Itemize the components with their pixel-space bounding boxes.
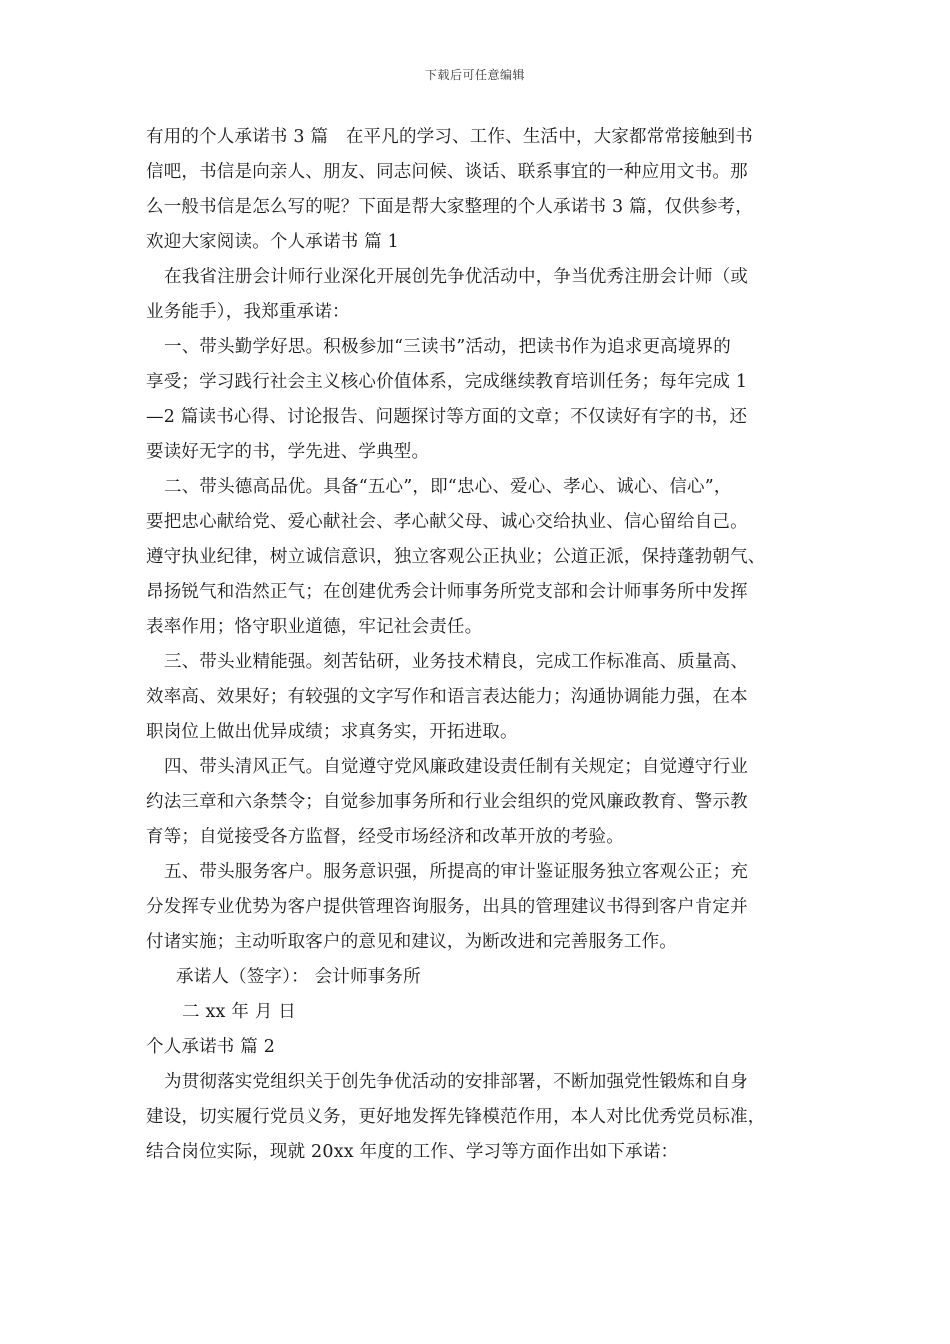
body-line: 么一般书信是怎么写的呢？下面是帮大家整理的个人承诺书 3 篇，仅供参考， [146, 197, 753, 217]
body-line: 为贯彻落实党组织关于创先争优活动的安排部署，不断加强党性锻炼和自身 [164, 1072, 749, 1092]
body-line: 表率作用；恪守职业道德，牢记社会责任。 [146, 617, 483, 637]
body-line: 二、带头德高品优。具备“五心”，即“忠心、爱心、孝心、诚心、信心”， [164, 477, 732, 497]
body-line: 五、带头服务客户。服务意识强，所提高的审计鉴证服务独立客观公正；充 [164, 862, 749, 882]
body-line: 要读好无字的书，学先进、学典型。 [146, 442, 430, 462]
body-line: 结合岗位实际，现就 20xx 年度的工作、学习等方面作出如下承诺： [146, 1142, 679, 1162]
body-line: 分发挥专业优势为客户提供管理咨询服务，出具的管理建议书得到客户肯定并 [146, 897, 748, 917]
signature-line: 承诺人（签字）： 会计师事务所 [176, 967, 421, 987]
body-line: 在我省注册会计师行业深化开展创先争优活动中，争当优秀注册会计师（或 [164, 267, 749, 287]
body-line: 职岗位上做出优异成绩；求真务实，开拓进取。 [146, 722, 518, 742]
section-heading: 个人承诺书 篇 2 [146, 1037, 276, 1057]
header-note: 下载后可任意编辑 [424, 68, 525, 82]
body-line: —2 篇读书心得、讨论报告、问题探讨等方面的文章；不仅读好有字的书，还 [146, 407, 748, 427]
body-line: 一、带头勤学好思。积极参加“三读书”活动，把读书作为追求更高境界的 [164, 337, 731, 357]
body-line: 遵守执业纪律，树立诚信意识，独立客观公正执业；公道正派，保持蓬勃朝气、 [146, 547, 766, 567]
date-line: 二 xx 年 月 日 [182, 1002, 296, 1022]
body-line: 付诸实施；主动听取客户的意见和建议，为断改进和完善服务工作。 [146, 932, 677, 952]
body-line: 要把忠心献给党、爱心献社会、孝心献父母、诚心交给执业、信心留给自己。 [146, 512, 748, 532]
body-line: 三、带头业精能强。刻苦钻研，业务技术精良，完成工作标准高、质量高、 [164, 652, 749, 672]
body-line: 信吧，书信是向亲人、朋友、同志问候、谈话、联系事宜的一种应用文书。那 [146, 162, 748, 182]
body-line: 效率高、效果好；有较强的文字写作和语言表达能力；沟通协调能力强，在本 [146, 687, 748, 707]
body-line: 建设，切实履行党员义务，更好地发挥先锋模范作用，本人对比优秀党员标准， [146, 1107, 766, 1127]
body-line: 四、带头清风正气。自觉遵守党风廉政建设责任制有关规定；自觉遵守行业 [164, 757, 749, 777]
body-line: 有用的个人承诺书 3 篇 在平凡的学习、工作、生活中，大家都常常接触到书 [146, 127, 753, 147]
body-line: 欢迎大家阅读。个人承诺书 篇 1 [146, 232, 399, 252]
document-body [146, 120, 810, 1170]
body-line: 育等；自觉接受各方监督，经受市场经济和改革开放的考验。 [146, 827, 624, 847]
body-line: 约法三章和六条禁令；自觉参加事务所和行业会组织的党风廉政教育、警示教 [146, 792, 748, 812]
body-line: 享受；学习践行社会主义核心价值体系，完成继续教育培训任务；每年完成 1 [146, 372, 748, 392]
body-line: 业务能手），我郑重承诺： [146, 302, 350, 322]
body-line: 昂扬锐气和浩然正气；在创建优秀会计师事务所党支部和会计师事务所中发挥 [146, 582, 748, 602]
